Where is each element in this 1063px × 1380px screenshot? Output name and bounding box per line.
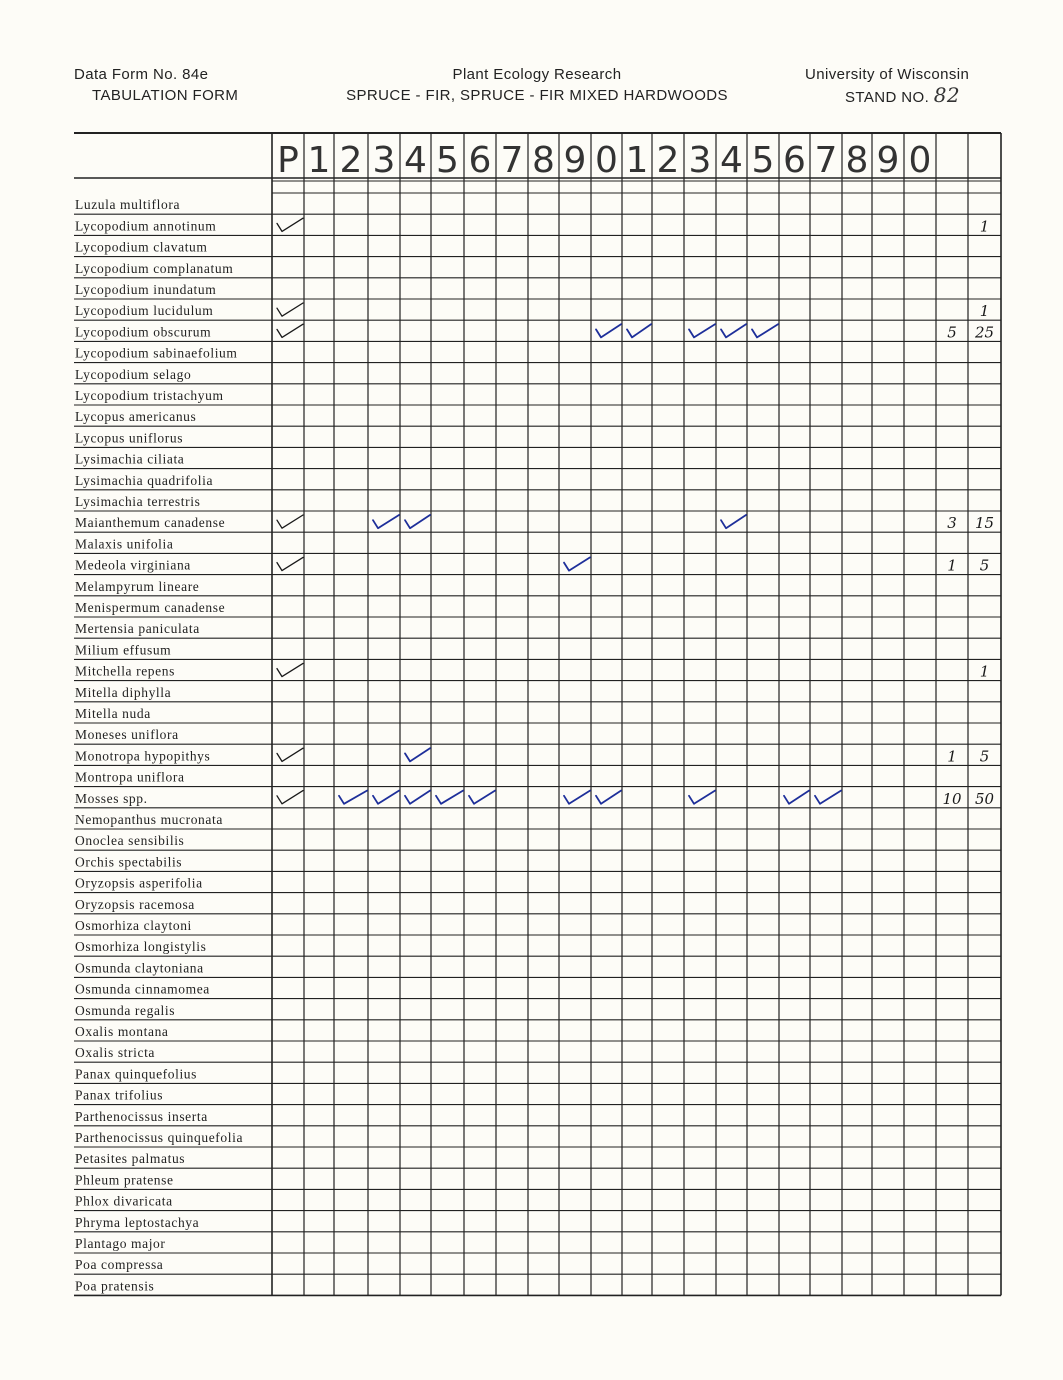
check-mark xyxy=(339,791,367,804)
check-mark xyxy=(564,557,590,570)
tally-count: 1 xyxy=(947,556,957,575)
tally-count: 1 xyxy=(947,747,957,766)
species-name: Montropa uniflora xyxy=(75,769,185,785)
form-subtitle: SPRUCE - FIR, SPRUCE - FIR MIXED HARDWOODS xyxy=(346,87,728,104)
species-name: Lycopodium annotinum xyxy=(75,218,217,234)
column-header: 2 xyxy=(339,140,363,181)
column-header: P xyxy=(277,140,299,181)
species-name: Lysimachia ciliata xyxy=(75,451,185,467)
species-name: Melampyrum lineare xyxy=(75,578,200,594)
species-name: Lycopodium complanatum xyxy=(75,260,234,276)
species-name: Petasites palmatus xyxy=(75,1151,186,1167)
column-header: 3 xyxy=(688,140,712,181)
check-mark xyxy=(721,515,746,528)
stand-label: STAND NO. xyxy=(845,89,930,106)
species-name: Maianthemum canadense xyxy=(75,515,226,531)
species-name: Osmorhiza longistylis xyxy=(75,939,207,955)
species-name: Mitella diphylla xyxy=(75,684,172,700)
species-name: Lysimachia terrestris xyxy=(75,494,201,509)
species-name: Mitella nuda xyxy=(75,706,151,721)
check-mark xyxy=(277,748,303,761)
species-name: Oryzopsis racemosa xyxy=(75,896,195,912)
species-name: Parthenocissus quinquefolia xyxy=(75,1130,244,1145)
species-name: Monotropa hypopithys xyxy=(75,748,211,764)
species-name: Phleum pratense xyxy=(75,1172,174,1188)
species-name: Osmunda regalis xyxy=(75,1002,176,1018)
check-mark xyxy=(752,324,778,337)
species-name: Poa compressa xyxy=(75,1257,164,1273)
check-mark xyxy=(277,324,303,337)
check-mark xyxy=(689,324,715,337)
species-name: Phryma leptostachya xyxy=(75,1214,200,1230)
org-name: Plant Ecology Research xyxy=(452,66,622,83)
check-mark xyxy=(277,663,303,676)
species-name: Oxalis montana xyxy=(75,1024,169,1039)
university-name: University of Wisconsin xyxy=(805,66,970,83)
column-header: 5 xyxy=(751,140,775,181)
check-mark xyxy=(564,791,590,804)
column-header: 3 xyxy=(372,140,396,181)
tally-total: 1 xyxy=(979,217,990,236)
form-title: TABULATION FORM xyxy=(92,87,239,104)
species-name: Mitchella repens xyxy=(75,663,175,679)
species-name: Nemopanthus mucronata xyxy=(75,812,223,827)
species-name: Lycopodium inundatum xyxy=(75,282,217,297)
species-name: Osmorhiza claytoni xyxy=(75,918,192,933)
tally-total: 5 xyxy=(979,747,990,766)
tally-count: 10 xyxy=(942,789,962,808)
column-header: 8 xyxy=(532,140,555,181)
tally-count: 3 xyxy=(947,514,957,533)
check-mark xyxy=(405,791,430,804)
species-name: Mosses spp. xyxy=(75,790,148,806)
check-mark xyxy=(277,303,303,316)
species-name: Lycopodium tristachyum xyxy=(75,388,224,403)
column-header: 9 xyxy=(876,140,900,181)
check-mark xyxy=(277,218,303,231)
species-name: Plantago major xyxy=(75,1236,166,1251)
tally-total: 50 xyxy=(974,789,995,808)
species-name: Orchis spectabilis xyxy=(75,854,183,870)
species-name: Milium effusum xyxy=(75,642,172,658)
check-mark xyxy=(721,324,746,337)
column-header: 7 xyxy=(500,140,524,181)
column-header: 1 xyxy=(307,140,331,181)
species-name: Medeola virginiana xyxy=(75,557,191,573)
check-mark xyxy=(373,515,399,528)
species-name: Lycopodium lucidulum xyxy=(75,303,214,319)
tally-count: 5 xyxy=(947,323,957,342)
species-name: Oxalis stricta xyxy=(75,1045,156,1061)
check-mark xyxy=(815,791,841,804)
species-name: Poa pratensis xyxy=(75,1278,155,1294)
species-name: Osmunda cinnamomea xyxy=(75,981,210,997)
column-header: 4 xyxy=(404,140,427,181)
column-header: 8 xyxy=(845,140,869,181)
column-header: 7 xyxy=(814,140,838,181)
species-name: Lycopodium obscurum xyxy=(75,324,212,340)
species-name: Lysimachia quadrifolia xyxy=(75,472,214,488)
check-mark xyxy=(627,324,651,337)
check-mark xyxy=(373,791,399,804)
column-header: 1 xyxy=(625,140,649,181)
check-mark xyxy=(436,791,463,804)
check-mark xyxy=(469,791,495,804)
check-mark xyxy=(277,791,303,804)
species-name: Lycopus americanus xyxy=(75,409,197,425)
tally-total: 15 xyxy=(974,514,995,533)
tally-total: 1 xyxy=(979,662,990,681)
form-number: Data Form No. 84e xyxy=(74,66,209,83)
check-mark xyxy=(596,324,621,337)
species-name: Mertensia paniculata xyxy=(75,621,200,637)
species-name: Luzula multiflora xyxy=(75,197,181,213)
check-mark xyxy=(784,791,809,804)
species-name: Panax trifolius xyxy=(75,1087,164,1103)
species-name: Onoclea sensibilis xyxy=(75,833,185,849)
column-header: 6 xyxy=(783,140,806,181)
species-name: Phlox divaricata xyxy=(75,1193,173,1209)
species-name: Lycopodium selago xyxy=(75,366,192,382)
species-name: Osmunda claytoniana xyxy=(75,960,204,976)
species-name: Panax quinquefolius xyxy=(75,1066,198,1082)
species-name: Parthenocissus inserta xyxy=(75,1108,208,1124)
tally-total: 1 xyxy=(979,302,990,321)
check-mark xyxy=(277,515,303,528)
check-mark xyxy=(405,748,430,761)
species-name: Lycopus uniflorus xyxy=(75,430,184,446)
species-name: Lycopodium sabinaefolium xyxy=(75,345,238,361)
species-name: Lycopodium clavatum xyxy=(75,239,208,255)
check-mark xyxy=(277,557,303,570)
species-name: Malaxis unifolia xyxy=(75,536,174,552)
column-header: 5 xyxy=(436,140,459,181)
column-header: 0 xyxy=(908,140,932,181)
column-header: 0 xyxy=(595,140,618,181)
column-header: 9 xyxy=(563,140,587,181)
tally-total: 25 xyxy=(974,323,995,342)
column-header: 2 xyxy=(656,140,680,181)
species-name: Menispermum canadense xyxy=(75,600,226,615)
species-name: Moneses uniflora xyxy=(75,727,179,743)
species-name: Oryzopsis asperifolia xyxy=(75,875,203,891)
check-mark xyxy=(596,791,621,804)
check-mark xyxy=(689,791,715,804)
column-header: 4 xyxy=(720,140,743,181)
stand-number: 82 xyxy=(933,83,960,107)
check-mark xyxy=(405,515,430,528)
column-header: 6 xyxy=(468,140,492,181)
tally-total: 5 xyxy=(979,556,990,575)
